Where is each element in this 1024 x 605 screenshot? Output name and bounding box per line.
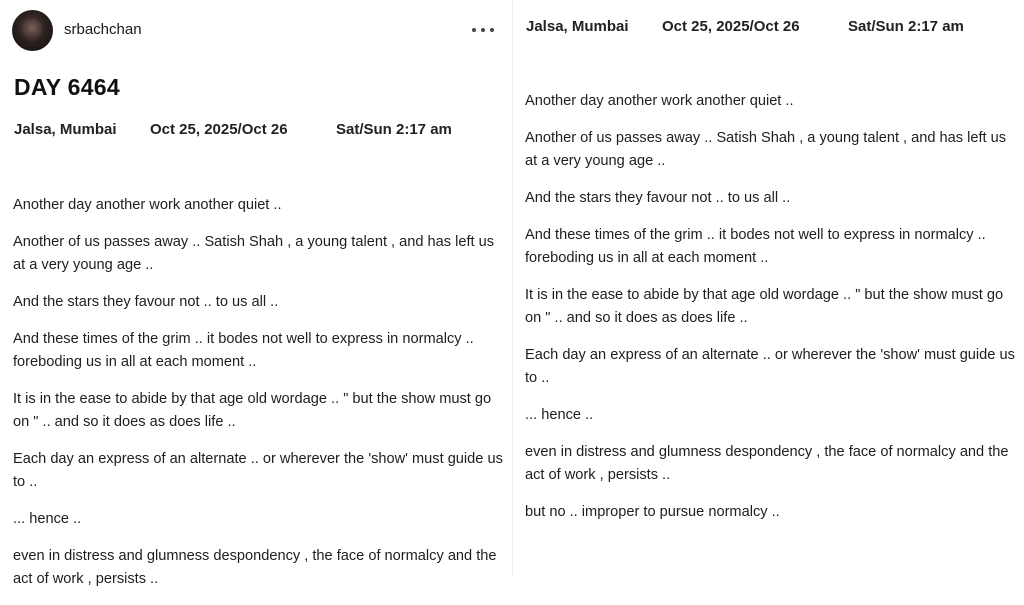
avatar-face [22,19,42,41]
paragraph: And the stars they favour not .. to us all .. [525,190,791,206]
paragraph: It is in the ease to abide by that age old wordage .. " but the show must go on " .. and so it does as does life .. [13,391,492,430]
post-location: Jalsa, Mumbai [14,121,117,138]
post-date: Oct 25, 2025/Oct 26 [662,18,800,35]
paragraph: Another of us passes away .. Satish Shah , a young talent , and has left us at a very young age .. [13,234,495,273]
dot-icon [481,28,485,32]
avatar[interactable] [12,10,53,51]
paragraph: Another day another work another quiet .. [13,197,282,213]
post-time: Sat/Sun 2:17 am [848,18,964,35]
paragraph: It is in the ease to abide by that age old wordage .. " but the show must go on " .. and so it does as does life .. [525,287,1004,326]
post-title: DAY 6464 [14,74,120,100]
post-time: Sat/Sun 2:17 am [336,121,452,138]
paragraph: Each day an express of an alternate .. or wherever the 'show' must guide us to .. [525,347,1015,386]
paragraph: And these times of the grim .. it bodes not well to express in normalcy .. foreboding us in all at each moment .. [13,331,474,370]
post-panel-left [0,0,510,587]
post-location: Jalsa, Mumbai [526,18,629,35]
dot-icon [490,28,494,32]
post-date: Oct 25, 2025/Oct 26 [150,121,288,138]
paragraph: Each day an express of an alternate .. or wherever the 'show' must guide us to .. [13,451,503,490]
post-meta [526,18,964,35]
dot-icon [472,28,476,32]
paragraph: even in distress and glumness despondency , the face of normalcy and the act of work , persists .. [13,548,497,587]
paragraph: And the stars they favour not .. to us all .. [13,294,279,310]
post-meta [14,121,452,138]
post-body [525,90,1021,538]
paragraph: Another of us passes away .. Satish Shah , a young talent , and has left us at a very young age .. [525,130,1007,169]
paragraph: ... hence .. [525,407,594,423]
post-panel-right [512,0,1024,576]
username[interactable]: srbachchan [64,21,142,38]
post-body [13,194,505,605]
paragraph: Another day another work another quiet .. [525,93,794,109]
paragraph: And these times of the grim .. it bodes not well to express in normalcy .. foreboding us in all at each moment .. [525,227,986,266]
paragraph: even in distress and glumness despondency , the face of normalcy and the act of work , persists .. [525,444,1009,483]
paragraph: but no .. improper to pursue normalcy .. [525,504,780,520]
more-options-icon[interactable] [472,24,494,36]
paragraph: ... hence .. [13,511,82,527]
